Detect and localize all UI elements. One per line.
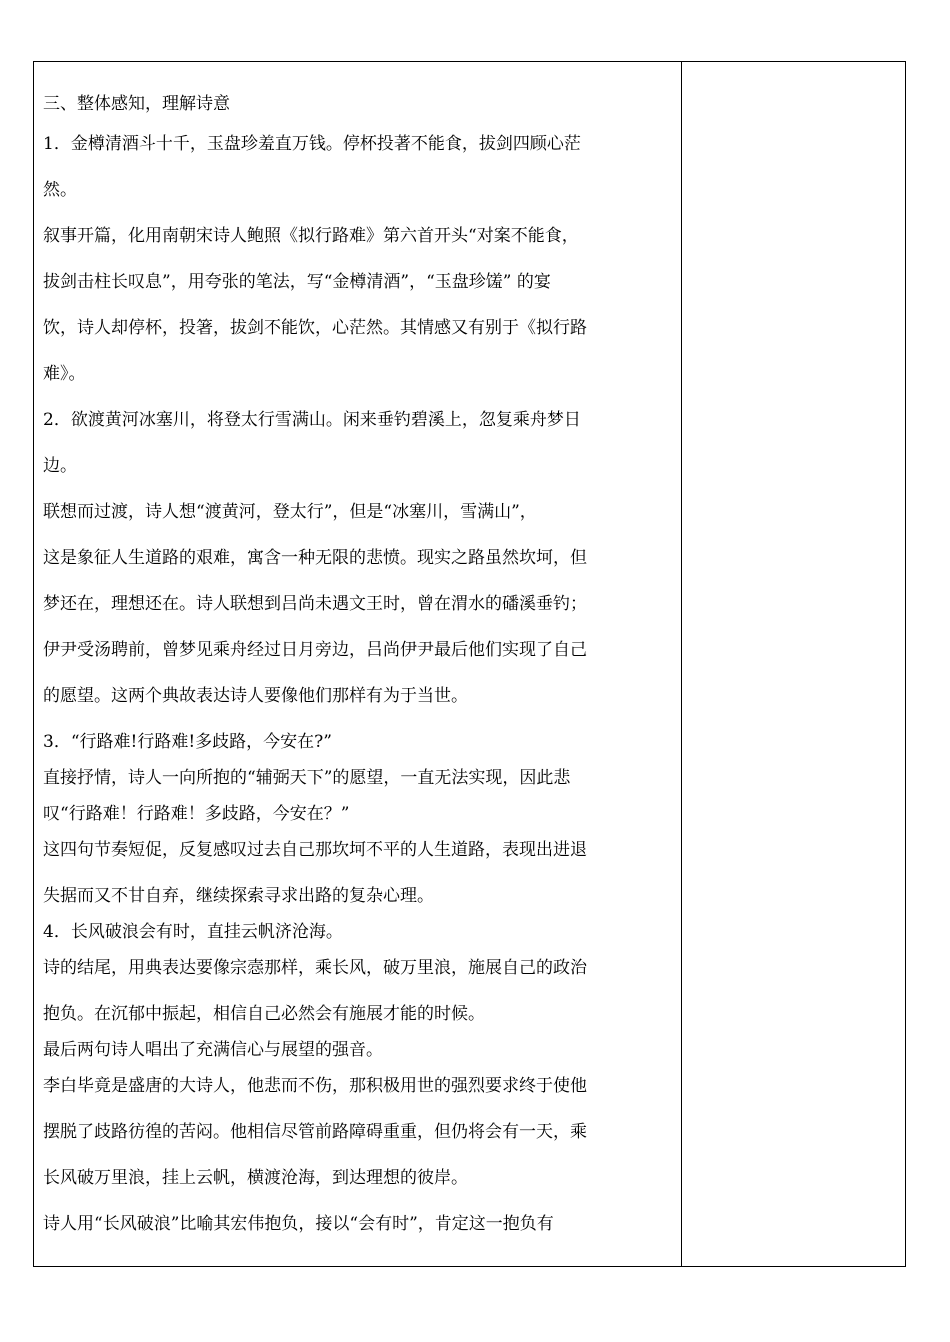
text-line: 梦还在，理想还在。诗人联想到吕尚未遇文王时，曾在渭水的磻溪垂钓；: [43, 594, 587, 614]
text-line: 联想而过渡，诗人想“渡黄河，登太行”，但是“冰塞川，雪满山”，: [43, 502, 537, 522]
text-line: 最后两句诗人唱出了充满信心与展望的强音。: [43, 1040, 383, 1060]
text-line: 失据而又不甘自弃，继续探索寻求出路的复杂心理。: [43, 886, 434, 906]
notes-cell: [682, 62, 905, 1266]
text-line: 难》。: [43, 364, 86, 384]
text-line: 3．“行路难!行路难!多歧路，今安在?”: [43, 732, 332, 752]
text-line: 长风破万里浪，挂上云帆，横渡沧海，到达理想的彼岸。: [43, 1168, 468, 1188]
text-line: 边。: [43, 456, 77, 476]
text-line: 然。: [43, 180, 77, 200]
text-line: 饮，诗人却停杯，投箸，拔剑不能饮，心茫然。其情感又有别于《拟行路: [43, 318, 587, 338]
text-line: 伊尹受汤聘前，曾梦见乘舟经过日月旁边，吕尚伊尹最后他们实现了自己: [43, 640, 587, 660]
text-line: 这是象征人生道路的艰难，寓含一种无限的悲愤。现实之路虽然坎坷，但: [43, 548, 587, 568]
text-line: 李白毕竟是盛唐的大诗人，他悲而不伤，那积极用世的强烈要求终于使他: [43, 1076, 587, 1096]
text-line: 叙事开篇，化用南朝宋诗人鲍照《拟行路难》第六首开头“对案不能食，: [43, 226, 579, 246]
lesson-text-cell: [43, 90, 677, 1256]
section-heading: 三、整体感知，理解诗意: [43, 94, 230, 114]
text-line: 的愿望。这两个典故表达诗人要像他们那样有为于当世。: [43, 686, 468, 706]
text-line: 2．欲渡黄河冰塞川，将登太行雪满山。闲来垂钓碧溪上，忽复乘舟梦日: [43, 410, 581, 430]
text-line: 直接抒情，诗人一向所抱的“辅弼天下”的愿望，一直无法实现，因此悲: [43, 768, 571, 788]
text-line: 诗的结尾，用典表达要像宗悫那样，乘长风，破万里浪，施展自己的政治: [43, 958, 587, 978]
document-table: [33, 61, 906, 1267]
text-line: 叹“行路难！行路难！多歧路，今安在？”: [43, 804, 350, 824]
text-line: 这四句节奏短促，反复感叹过去自己那坎坷不平的人生道路，表现出进退: [43, 840, 587, 860]
text-line: 抱负。在沉郁中振起，相信自己必然会有施展才能的时候。: [43, 1004, 485, 1024]
text-line: 4．长风破浪会有时，直挂云帆济沧海。: [43, 922, 343, 942]
text-line: 摆脱了歧路彷徨的苦闷。他相信尽管前路障碍重重，但仍将会有一天，乘: [43, 1122, 587, 1142]
text-line: 拔剑击柱长叹息”，用夸张的笔法，写“金樽清酒”，“玉盘珍馐” 的宴: [43, 272, 551, 292]
text-line: 1．金樽清酒斗十千，玉盘珍羞直万钱。停杯投著不能食，拔剑四顾心茫: [43, 134, 581, 154]
text-line: 诗人用“长风破浪”比喻其宏伟抱负，接以“会有时”，肯定这一抱负有: [43, 1214, 554, 1234]
